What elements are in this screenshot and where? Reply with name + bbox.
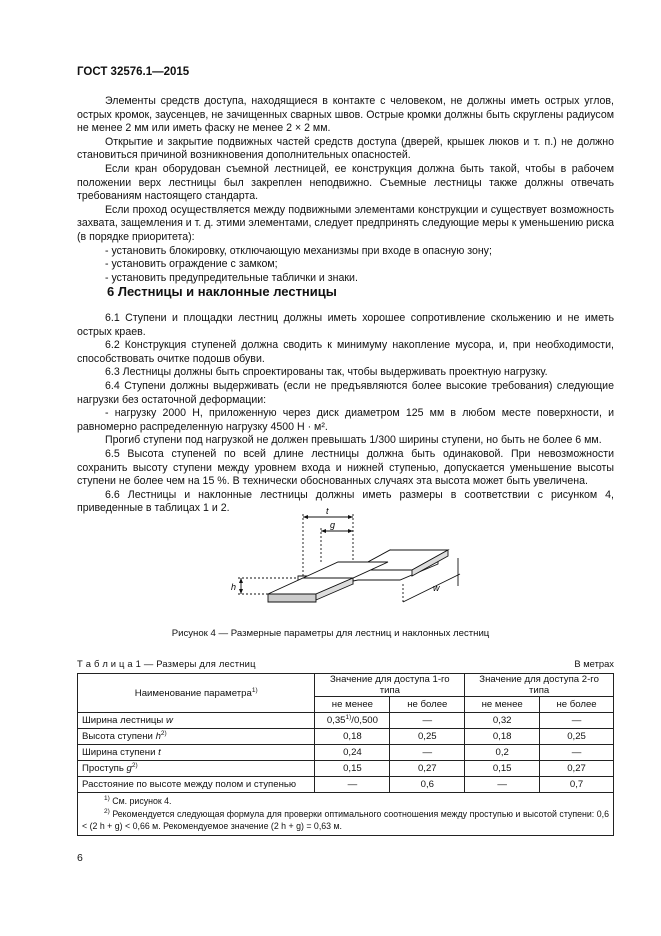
table-caption: Т а б л и ц а 1 — Размеры для лестниц bbox=[77, 658, 256, 669]
page-number: 6 bbox=[77, 852, 83, 864]
paragraph: 6.3 Лестницы должны быть спроектированы так, чтобы выдерживать проектную нагрузку. bbox=[105, 366, 548, 379]
value-cell: 0,25 bbox=[540, 729, 614, 745]
paragraph: Прогиб ступени под нагрузкой не должен превышать 1/300 ширины ступени, но быть не более 6 мм. bbox=[105, 434, 602, 447]
section-title: 6 Лестницы и наклонные лестницы bbox=[107, 284, 337, 299]
param-name: Ширина лестницы w bbox=[78, 713, 315, 729]
table-row bbox=[78, 729, 614, 745]
value-cell: 0,7 bbox=[540, 777, 614, 793]
paragraph: Открытие и закрытие подвижных частей средств доступа (дверей, крышек люков и т. п.) не должно становиться причиной возникновения дополнительных опасностей. bbox=[77, 135, 614, 162]
value-cell: 0,2 bbox=[465, 745, 540, 761]
value-cell: 0,32 bbox=[465, 713, 540, 729]
value-cell: 0,27 bbox=[390, 761, 465, 777]
paragraph: 6.2 Конструкция ступеней должна сводить к минимуму накопление мусора, и, при необходимости, способствовать очитке подошв обуви. bbox=[77, 339, 614, 365]
list-item: - установить ограждение с замком; bbox=[105, 258, 278, 271]
label-g: g bbox=[330, 520, 336, 530]
group1-header: Значение для доступа 1-го типа bbox=[315, 674, 465, 697]
table-row bbox=[78, 761, 614, 777]
param-name: Высота ступени $h^{2)}$ bbox=[78, 729, 315, 745]
value-cell: — bbox=[315, 777, 390, 793]
paragraph: 6.4 Ступени должны выдерживать (если не предъявляются более высокие требования) следующие нагрузки без остаточной деформации: bbox=[77, 379, 614, 406]
value-cell: 0,6 bbox=[390, 777, 465, 793]
value-cell: — bbox=[465, 777, 540, 793]
figure-caption: Рисунок 4 — Размерные параметры для лестниц и наклонных лестниц bbox=[171, 628, 490, 639]
value-cell: 0,15 bbox=[315, 761, 390, 777]
value-cell: — bbox=[390, 745, 465, 761]
value-cell: 0,24 bbox=[315, 745, 390, 761]
intro-text bbox=[77, 95, 614, 285]
value-cell: — bbox=[390, 713, 465, 729]
min-header: не менее bbox=[465, 697, 540, 713]
document-header: ГОСТ 32576.1—2015 bbox=[77, 66, 190, 78]
value-cell: 0,15 bbox=[465, 761, 540, 777]
value-cell: — bbox=[540, 713, 614, 729]
group2-header: Значение для доступа 2-го типа bbox=[465, 674, 614, 697]
section-text bbox=[77, 312, 614, 516]
value-cell: 0,18 bbox=[465, 729, 540, 745]
paragraph: Если проход осуществляется между подвижными элементами конструкции и существует возможность захвата, защемления и т. д. этими элементами, следует предпринять следующие меры к уменьшению риска (в порядке приоритета): bbox=[77, 203, 614, 243]
stair-dimension-figure bbox=[228, 506, 478, 616]
max-header: не более bbox=[390, 697, 465, 713]
param-header: Наименование параметра$^{1)}$ bbox=[78, 674, 315, 713]
value-cell: — bbox=[540, 745, 614, 761]
label-w: w bbox=[433, 583, 440, 593]
list-item: - установить блокировку, отключающую механизмы при входе в опасную зону; bbox=[105, 244, 492, 257]
table-row bbox=[78, 745, 614, 761]
paragraph: - нагрузку 2000 Н, приложенную через диск диаметром 125 мм в любом месте поверхности, и равномерно распределенную нагрузку 4500 Н · м². bbox=[77, 407, 614, 433]
table-row bbox=[78, 713, 614, 729]
ladder-dimensions-table bbox=[77, 673, 614, 836]
paragraph: Если кран оборудован съемной лестницей, ее конструкция должна быть такой, чтобы в рабочем положении верх лестницы был закреплен неподвижно. Съемные лестницы также должны отвечать требованиям настоящего стандарта. bbox=[77, 162, 614, 203]
value-cell: 0,27 bbox=[540, 761, 614, 777]
param-name: Расстояние по высоте между полом и ступенью bbox=[78, 777, 315, 793]
min-header: не менее bbox=[315, 697, 390, 713]
table-unit: В метрах bbox=[574, 658, 614, 669]
table-row bbox=[78, 777, 614, 793]
paragraph: 6.6 Лестницы и наклонные лестницы должны иметь размеры в соответствии с рисунком 4, приведенные в таблицах 1 и 2. bbox=[77, 488, 614, 515]
param-name: Ширина ступени t bbox=[78, 745, 315, 761]
value-cell: 0,35$^{1)}$/0,500 bbox=[315, 713, 390, 729]
paragraph: 6.1 Ступени и площадки лестниц должны иметь хорошее сопротивление скольжению и не иметь острых краев. bbox=[77, 312, 614, 338]
label-h: h bbox=[231, 582, 237, 592]
max-header: не более bbox=[540, 697, 614, 713]
value-cell: 0,25 bbox=[390, 729, 465, 745]
param-name: Проступь $g^{2)}$ bbox=[78, 761, 315, 777]
paragraph: Элементы средств доступа, находящиеся в контакте с человеком, не должны иметь острых углов, острых кромок, заусенцев, не зачищенных сварных швов. Острые кромки должны быть скруглены радиусом не менее 2 мм или иметь фаску не менее 2 × 2 мм. bbox=[77, 95, 614, 135]
table-notes: $^{1)}$ См. рисунок 4. $^{2)}$ Рекомендуется следующая формула для проверки оптимального соотношения между проступью и высотой ступени: 0,6 < (2 h + g) < 0,66 м. Рекомендуемое значение (2 h + g) = 0,63 м. bbox=[78, 793, 614, 836]
label-t: t bbox=[326, 506, 329, 516]
value-cell: 0,18 bbox=[315, 729, 390, 745]
list-item: - установить предупредительные таблички и знаки. bbox=[105, 271, 358, 284]
paragraph: 6.5 Высота ступеней по всей длине лестницы должна быть одинаковой. При невозможности сохранить высоту ступени между уровнем входа и нижней ступенью, допускается уменьшение высоты ступени не более чем на 15 %. В технически обоснованных случаях эта высота может быть увеличена. bbox=[77, 447, 614, 488]
